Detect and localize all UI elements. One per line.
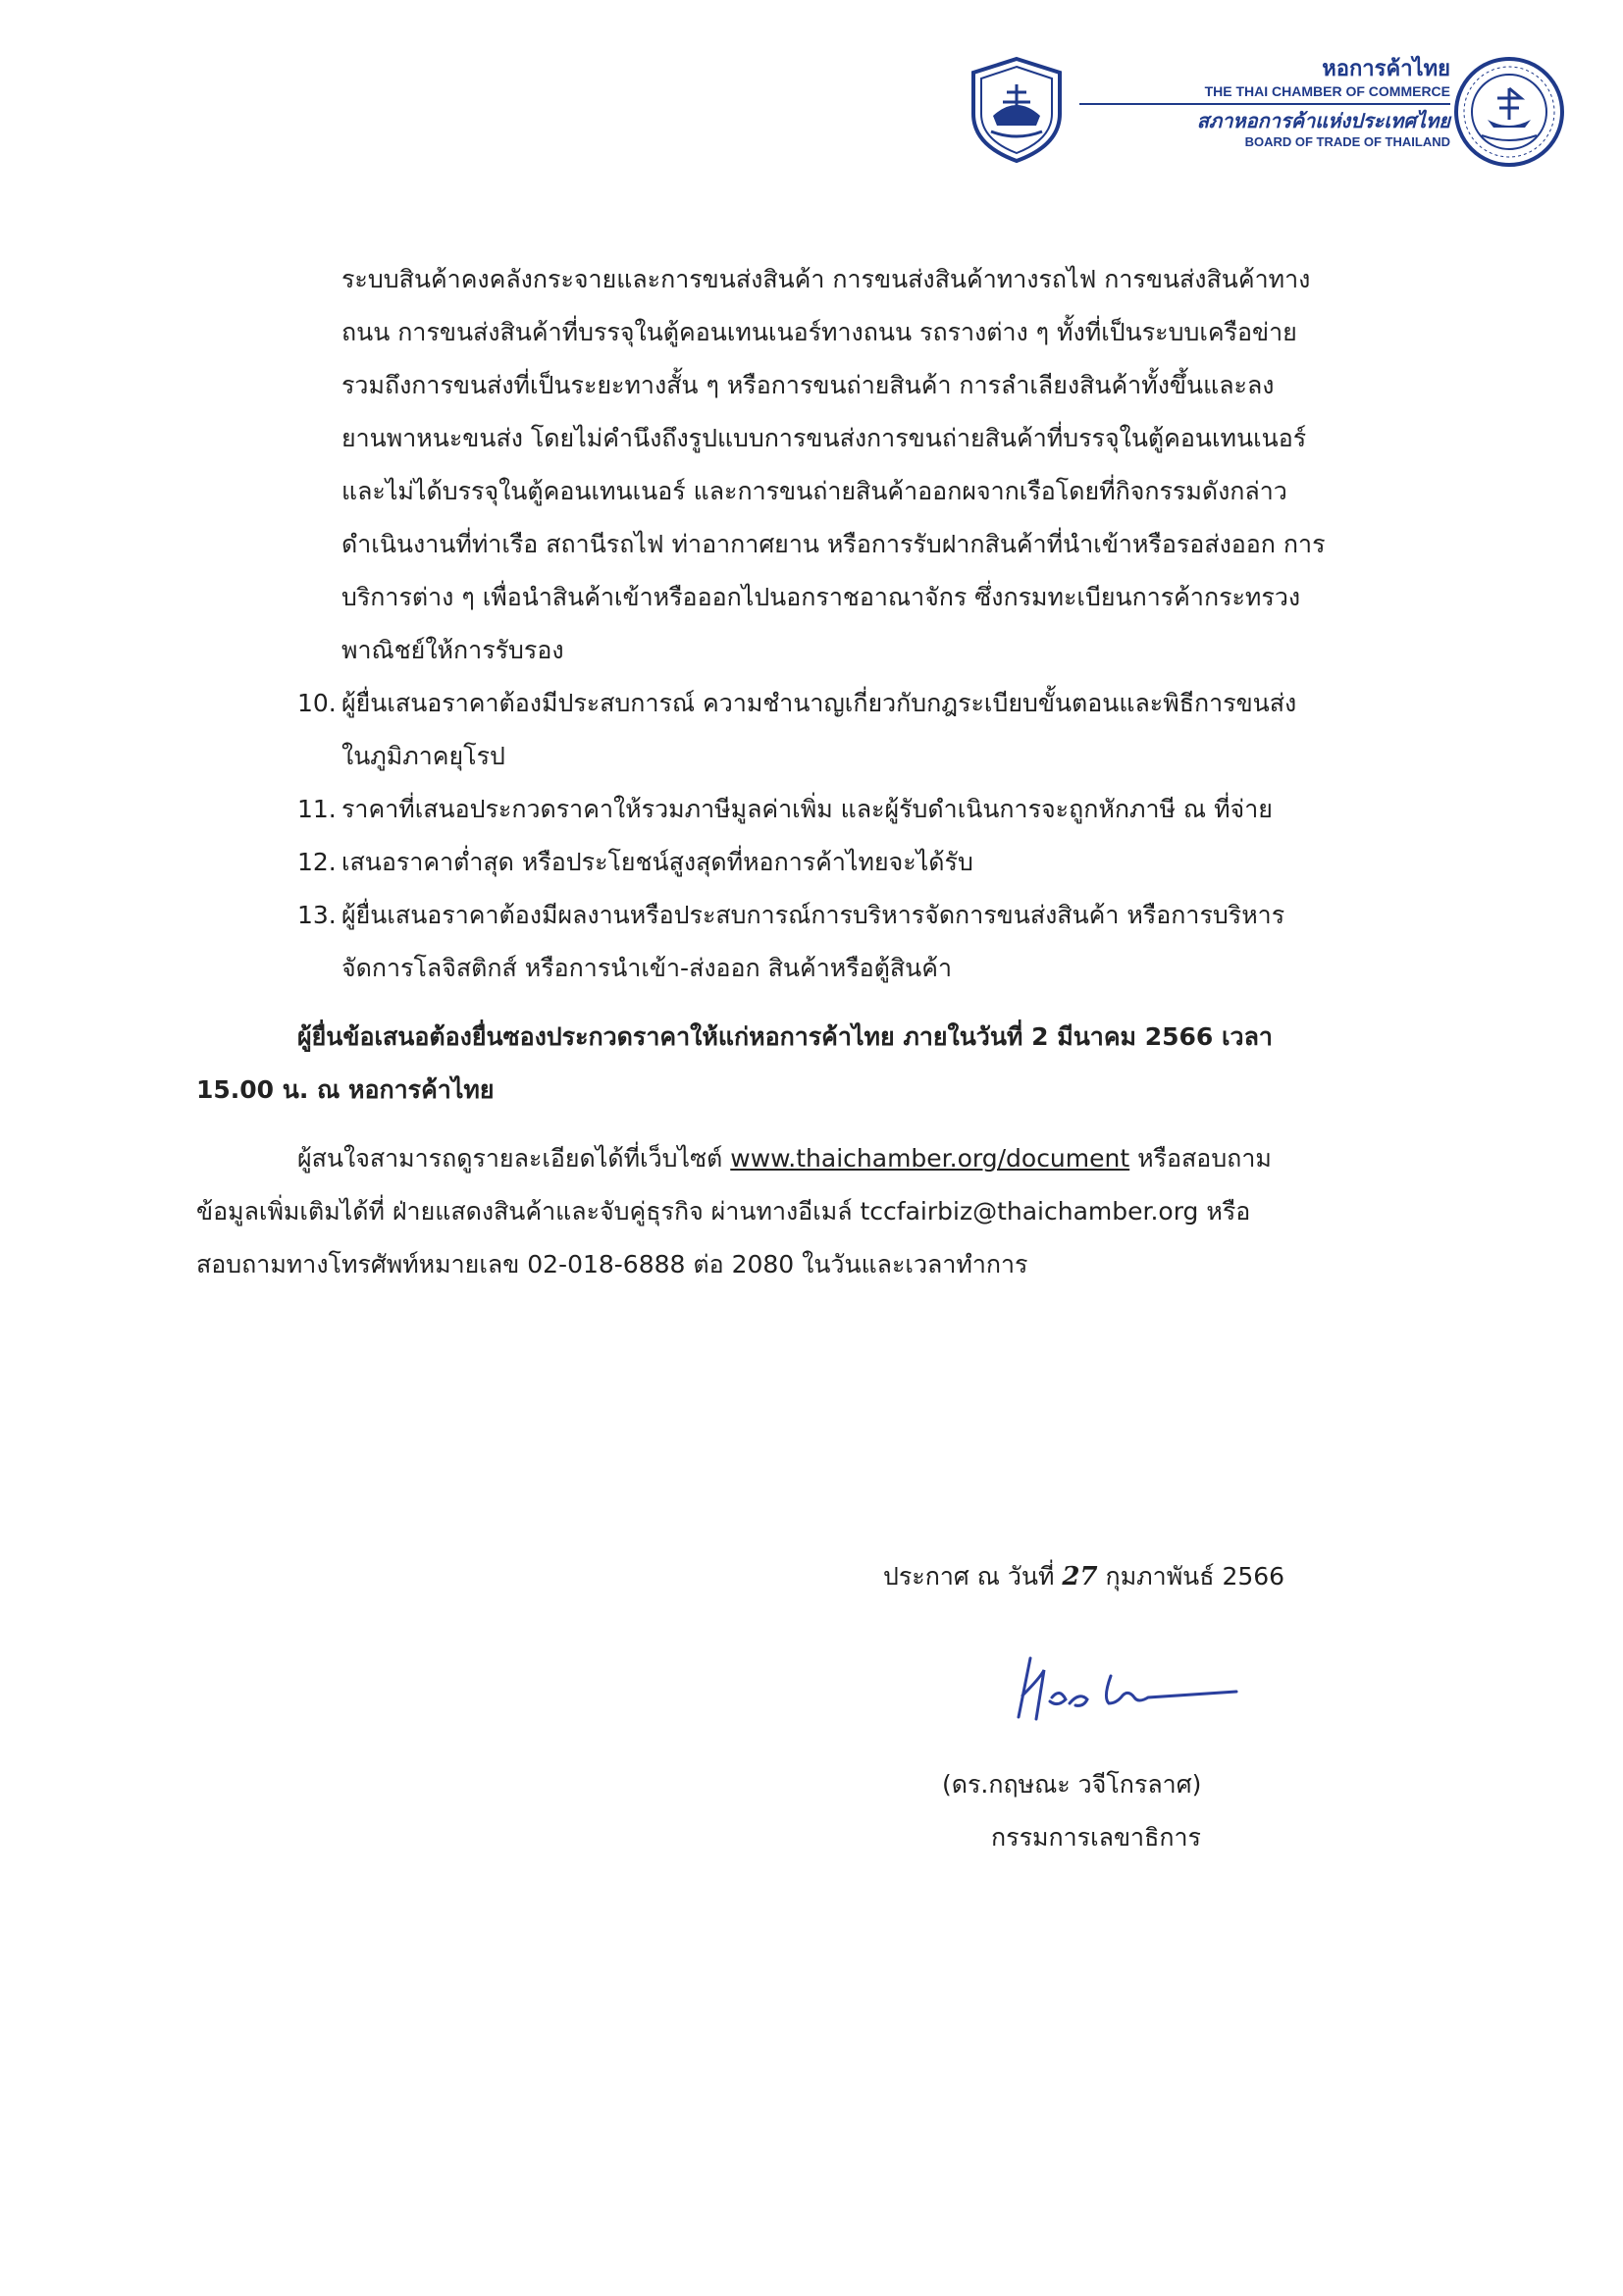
letterhead-divider [1079, 103, 1450, 105]
item-text: ผู้ยื่นเสนอราคาต้องมีประสบการณ์ ความชำนาญเกี่ยวกับกฎระเบียบขั้นตอนและพิธีการขนส่ง [341, 689, 1297, 717]
website-link[interactable]: www.thaichamber.org/document [730, 1144, 1130, 1173]
list-item [196, 836, 1423, 889]
body-line: ดำเนินงานที่ท่าเรือ สถานีรถไฟ ท่าอากาศยาน หรือการรับฝากสินค้าที่นำเข้าหรือรอส่งออก การ [341, 530, 1326, 558]
contact-text: หรือสอบถาม [1129, 1144, 1272, 1173]
spacer [196, 1117, 1423, 1132]
body-line: รวมถึงการขนส่งที่เป็นระยะทางสั้น ๆ หรือการขนถ่ายสินค้า การลำเลียงสินค้าทั้งขึ้นและลง [341, 371, 1275, 399]
list-item [196, 889, 1423, 995]
spacer [196, 995, 1423, 1011]
body-line: ถนน การขนส่งสินค้าที่บรรจุในตู้คอนเทนเนอร์ทางถนน รถรางต่าง ๆ ทั้งที่เป็นระบบเครือข่าย [341, 318, 1297, 346]
letterhead-text [1079, 57, 1450, 150]
letterhead [962, 49, 1570, 177]
deadline-line: 15.00 น. ณ หอการค้าไทย [196, 1075, 495, 1104]
item-text-continued: จัดการโลจิสติกส์ หรือการนำเข้า-ส่งออก สินค้าหรือตู้สินค้า [341, 954, 953, 982]
body-line: ระบบสินค้าคงคลังกระจายและการขนส่งสินค้า การขนส่งสินค้าทางรถไฟ การขนส่งสินค้าทาง [341, 265, 1311, 293]
body-line: พาณิชย์ให้การรับรอง [341, 636, 564, 664]
item-text: ผู้ยื่นเสนอราคาต้องมีผลงานหรือประสบการณ์การบริหารจัดการขนส่งสินค้า หรือการบริหาร [341, 901, 1285, 929]
item-text-continued: ในภูมิภาคยุโรป [341, 742, 505, 770]
chamber-name-english: THE THAI CHAMBER OF COMMERCE [1204, 83, 1450, 99]
item-text: เสนอราคาต่ำสุด หรือประโยชน์สูงสุดที่หอการค้าไทยจะได้รับ [341, 848, 973, 876]
contact-line: สอบถามทางโทรศัพท์หมายเลข 02-018-6888 ต่อ 2080 ในวันและเวลาทำการ [196, 1250, 1028, 1278]
date-suffix: กุมภาพันธ์ 2566 [1097, 1562, 1285, 1591]
item-9-continuation [196, 253, 1423, 677]
contact-line: ข้อมูลเพิ่มเติมได้ที่ ฝ่ายแสดงสินค้าและจับคู่ธุรกิจ ผ่านทางอีเมล์ tccfairbiz@thaichamber.org หรือ [196, 1197, 1251, 1226]
item-number: 13. [297, 901, 337, 929]
date-day: 27 [1062, 1562, 1098, 1592]
deadline-paragraph [196, 1011, 1423, 1117]
board-name-english: BOARD OF TRADE OF THAILAND [1244, 134, 1450, 149]
thai-chamber-seal-icon [962, 55, 1072, 165]
signatory-name: (ดร.กฤษณะ วจีโกรลาศ) [942, 1770, 1202, 1799]
date-prefix: ประกาศ ณ วันที่ [883, 1562, 1063, 1591]
board-name-thai: สภาหอการค้าแห่งประเทศไทย [1196, 109, 1450, 132]
signatory-title: กรรมการเลขาธิการ [991, 1823, 1201, 1852]
item-number: 12. [297, 848, 337, 876]
body-line: บริการต่าง ๆ เพื่อนำสินค้าเข้าหรือออกไปนอกราชอาณาจักร ซึ่งกรมทะเบียนการค้ากระทรวง [341, 583, 1301, 611]
item-number: 11. [297, 795, 337, 823]
document-body [196, 253, 1423, 1291]
signature-block [883, 1550, 1374, 1852]
body-line: ยานพาหนะขนส่ง โดยไม่คำนึงถึงรูปแบบการขนส่งการขนถ่ายสินค้าที่บรรจุในตู้คอนเทนเนอร์ [341, 424, 1307, 452]
deadline-line: ผู้ยื่นข้อเสนอต้องยื่นซองประกวดราคาให้แก่หอการค้าไทย ภายในวันที่ 2 มีนาคม 2566 เวลา [297, 1022, 1273, 1051]
list-item [196, 783, 1423, 836]
contact-text: ผู้สนใจสามารถดูรายละเอียดได้ที่เว็บไซต์ [297, 1144, 731, 1173]
contact-line [196, 1132, 1423, 1185]
item-number: 10. [297, 689, 337, 717]
handwritten-signature [1001, 1648, 1246, 1737]
announcement-date [883, 1550, 1374, 1603]
contact-paragraph [196, 1132, 1423, 1291]
board-of-trade-seal-icon [1452, 55, 1566, 169]
list-item [196, 677, 1423, 783]
item-text: ราคาที่เสนอประกวดราคาให้รวมภาษีมูลค่าเพิ่ม และผู้รับดำเนินการจะถูกหักภาษี ณ ที่จ่าย [341, 795, 1273, 823]
chamber-name-thai: หอการค้าไทย [1322, 57, 1450, 81]
body-line: และไม่ได้บรรจุในตู้คอนเทนเนอร์ และการขนถ่ายสินค้าออกผจากเรือโดยที่กิจกรรมดังกล่าว [341, 477, 1287, 505]
